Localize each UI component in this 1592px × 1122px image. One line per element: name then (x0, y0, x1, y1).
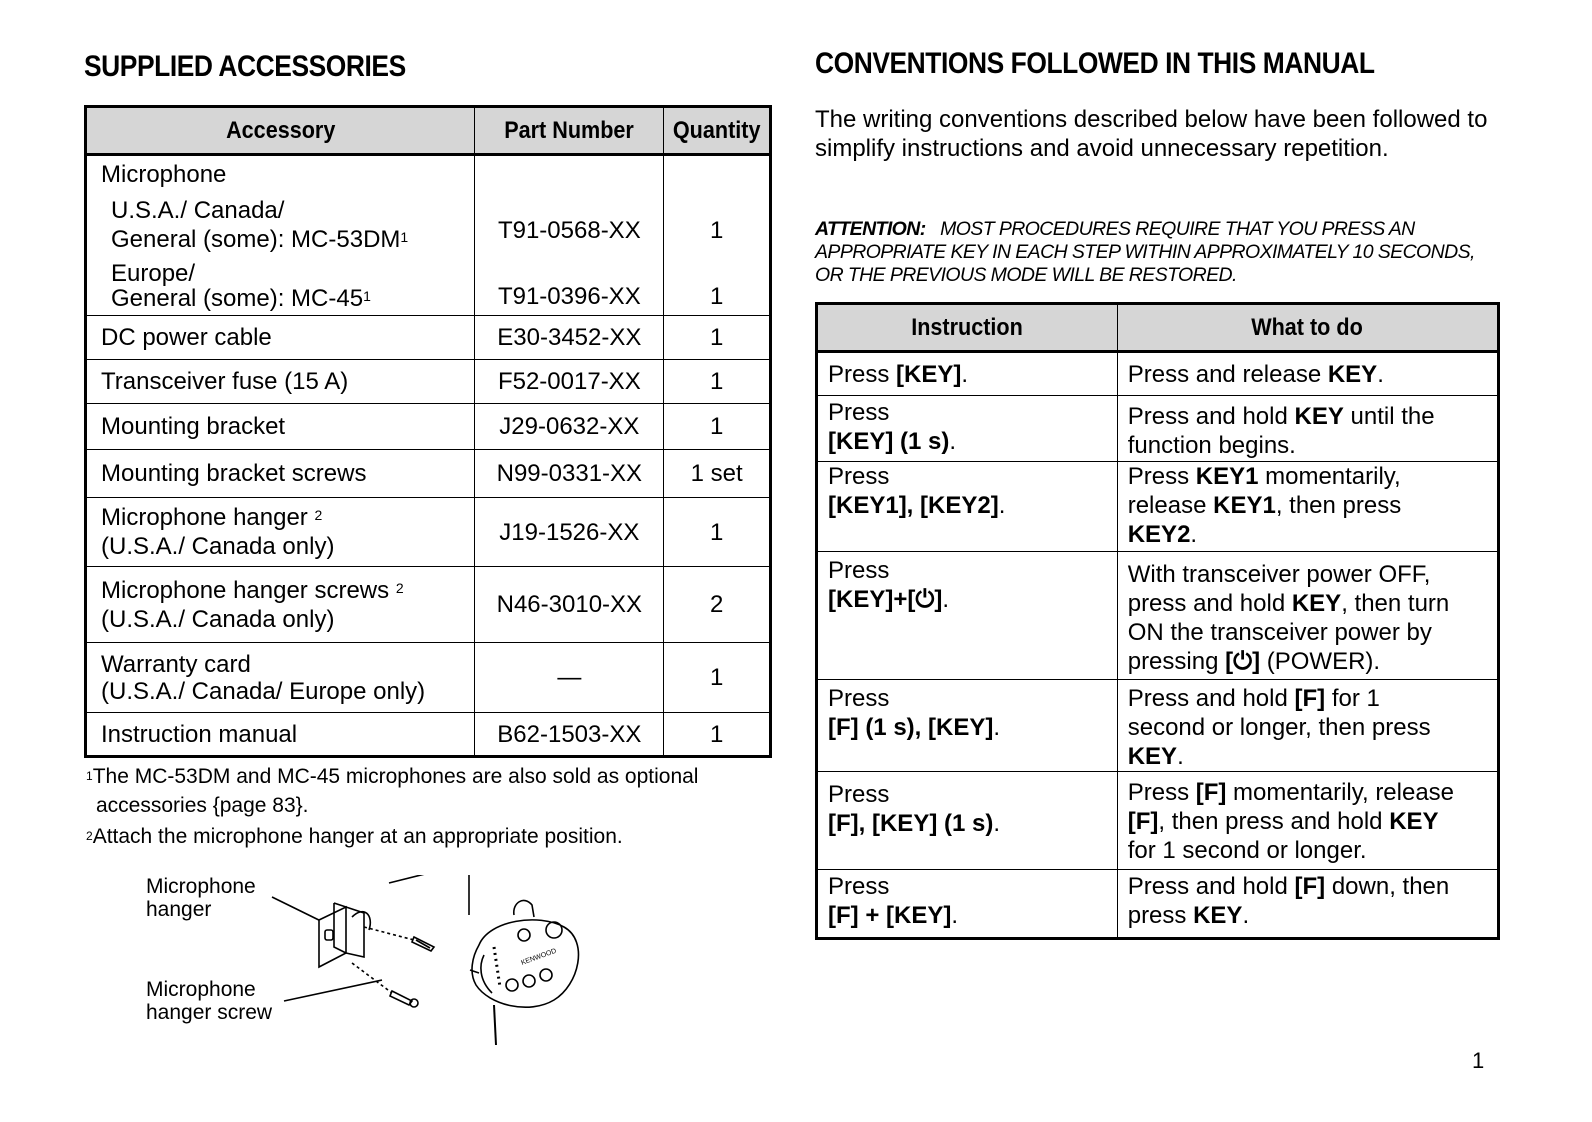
what-to-do-cell: Press and hold [F] for 1 second or longer, then press KEY. (1117, 680, 1498, 772)
what-to-do-cell: Press and hold [F] down, then press KEY. (1117, 870, 1498, 939)
accessory-cell: Microphone hanger $^2$ (U.S.A./ Canada only) (86, 498, 475, 567)
table-row (817, 552, 1499, 680)
what-to-do-cell: Press and hold KEY until the function begins. (1117, 396, 1498, 462)
part-number-cell: N99-0331-XX (475, 450, 664, 498)
header-what-to-do: What to do (1117, 304, 1498, 352)
attention-note: ATTENTION: MOST PROCEDURES REQUIRE THAT YOU PRESS AN APPROPRIATE KEY IN EACH STEP WITHIN APPROXIMATELY 10 SECONDS, OR THE PREVIOUS MODE WILL BE RESTORED. (815, 218, 1475, 286)
instruction-cell: Press [F], [KEY] (1 s). (817, 772, 1118, 870)
part-number-cell: J19-1526-XX (475, 498, 664, 567)
accessories-header-row (86, 107, 771, 155)
conventions-title: CONVENTIONS FOLLOWED IN THIS MANUAL (815, 47, 1375, 80)
quantity-cell: 1 (664, 713, 771, 757)
accessory-cell: Mounting bracket screws (86, 450, 475, 498)
hanger-illustration (84, 875, 604, 1055)
accessories-table (84, 105, 772, 758)
what-to-do-cell: With transceiver power OFF, press and hold KEY, then turn ON the transceiver power by pressing [⏻] (POWER). (1117, 552, 1498, 680)
table-row (817, 680, 1499, 772)
accessory-cell: DC power cable (86, 316, 475, 360)
footnotes (84, 762, 724, 851)
part-number-cell: B62-1503-XX (475, 713, 664, 757)
header-part-number: Part Number (475, 107, 664, 155)
table-row (86, 713, 771, 757)
table-row (817, 772, 1499, 870)
table-row (86, 450, 771, 498)
quantity-cell: 1 (664, 498, 771, 567)
what-to-do-cell: Press [F] momentarily, release [F], then press and hold KEY for 1 second or longer. (1117, 772, 1498, 870)
table-row (817, 462, 1499, 552)
footnote: $^1$The MC-53DM and MC-45 microphones are also sold as optional accessories {page 83}. (86, 765, 699, 817)
table-row (86, 360, 771, 404)
part-number-cell: N46-3010-XX (475, 567, 664, 643)
part-number-cell: T91-0568-XX T91-0396-XX (475, 155, 664, 316)
instruction-cell: Press [KEY] (1 s). (817, 396, 1118, 462)
instruction-cell: Press [KEY]. (817, 352, 1118, 396)
microphone-hanger-figure (84, 875, 604, 1055)
supplied-accessories-title: SUPPLIED ACCESSORIES (84, 50, 406, 83)
table-row (86, 567, 771, 643)
part-number-cell: J29-0632-XX (475, 404, 664, 450)
table-row (86, 155, 771, 316)
quantity-cell: 1 set (664, 450, 771, 498)
figure-label-screw: Microphone hanger screw (146, 978, 273, 1024)
header-accessory: Accessory (86, 107, 475, 155)
accessory-cell: Mounting bracket (86, 404, 475, 450)
mic-variant: Europe/ General (some): $MC-45^1$ (111, 260, 371, 312)
table-row (817, 396, 1499, 462)
quantity-cell: 1 (664, 316, 771, 360)
accessory-cell: Instruction manual (86, 713, 475, 757)
instruction-cell: Press [KEY1], [KEY2]. (817, 462, 1118, 552)
instruction-cell: Press [F] (1 s), [KEY]. (817, 680, 1118, 772)
microphone-label: Microphone (101, 161, 227, 188)
what-to-do-cell: Press and release KEY. (1117, 352, 1498, 396)
quantity-cell: 1 (664, 360, 771, 404)
part-number-cell: F52-0017-XX (475, 360, 664, 404)
instruction-cell: Press [F] + [KEY]. (817, 870, 1118, 939)
page-number: 1 (1472, 1048, 1485, 1073)
table-row (86, 498, 771, 567)
accessory-cell: Microphone hanger screws $^2$ (U.S.A./ Canada only) (86, 567, 475, 643)
what-to-do-cell: Press KEY1 momentarily, release KEY1, then press KEY2. (1117, 462, 1498, 552)
instruction-cell: Press [KEY]+[⏻]. (817, 552, 1118, 680)
header-instruction: Instruction (817, 304, 1118, 352)
brand-text: KENWOOD (520, 947, 558, 967)
conventions-intro: The writing conventions described below have been followed to simplify instructions and avoid unnecessary repetition. (815, 106, 1488, 162)
table-row (86, 643, 771, 713)
table-row (817, 352, 1499, 396)
table-row (86, 316, 771, 360)
quantity-cell: 1 1 (664, 155, 771, 316)
supplied-accessories-section (84, 50, 774, 1024)
table-row (86, 404, 771, 450)
header-quantity: Quantity (664, 107, 771, 155)
part-number-cell: — (475, 643, 664, 713)
conventions-table (815, 302, 1500, 940)
accessory-cell: Transceiver fuse (15 A) (86, 360, 475, 404)
quantity-cell: 2 (664, 567, 771, 643)
figure-label-hanger: Microphone hanger (146, 875, 256, 921)
mic-variant: U.S.A./ Canada/ General (some): $MC-53DM^1$ (111, 197, 409, 253)
table-row (817, 870, 1499, 939)
conventions-header-row (817, 304, 1499, 352)
part-number-cell: E30-3452-XX (475, 316, 664, 360)
accessory-cell: Warranty card (U.S.A./ Canada/ Europe only) (86, 643, 475, 713)
quantity-cell: 1 (664, 643, 771, 713)
footnote: $^2$Attach the microphone hanger at an appropriate position. (86, 825, 623, 848)
accessory-cell (86, 155, 475, 316)
quantity-cell: 1 (664, 404, 771, 450)
conventions-section (815, 47, 1505, 929)
